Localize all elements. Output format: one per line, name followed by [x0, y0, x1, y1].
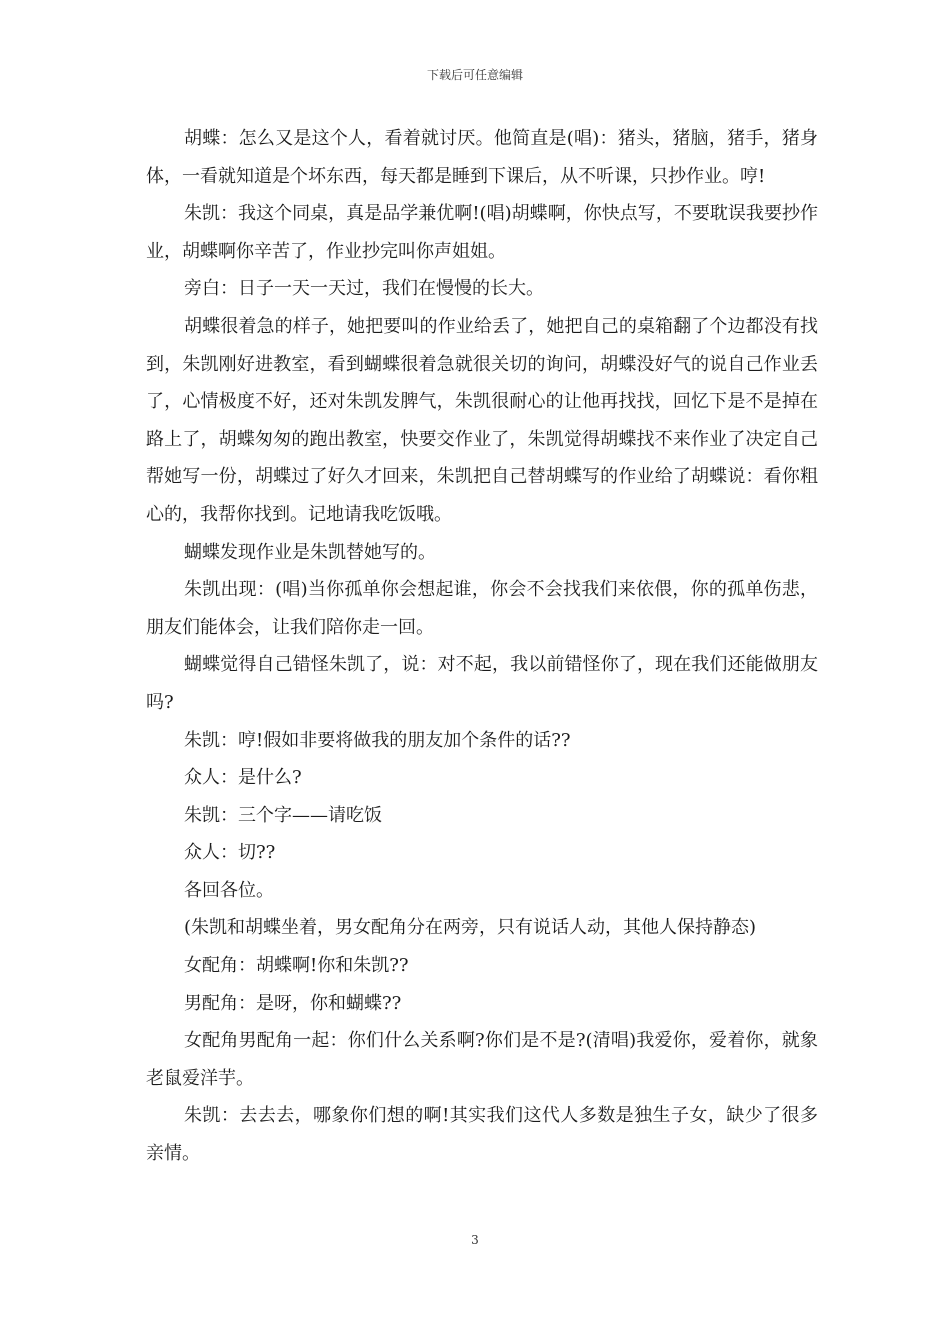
paragraph: 朱凯：哼!假如非要将做我的朋友加个条件的话?? [184, 729, 571, 751]
document-body [146, 120, 818, 1173]
paragraph: 女配角男配角一起：你们什么关系啊?你们是不是?(清唱)我爱你，爱着你，就象老鼠爱洋芋。 [146, 1030, 818, 1089]
paragraph: 旁白：日子一天一天过，我们在慢慢的长大。 [184, 278, 544, 300]
paragraph: 各回各位。 [184, 879, 274, 901]
paragraph: 蝴蝶觉得自己错怪朱凯了，说：对不起，我以前错怪你了，现在我们还能做朋友吗? [146, 654, 818, 713]
paragraph: 朱凯出现：(唱)当你孤单你会想起谁，你会不会找我们来依偎，你的孤单伤悲，朋友们能体会，让我们陪你走一回。 [146, 579, 818, 638]
paragraph: 众人：切?? [184, 842, 276, 864]
paragraph: 胡蝶：怎么又是这个人，看着就讨厌。他简直是(唱)：猪头，猪脑，猪手，猪身体，一看就知道是个坏东西，每天都是睡到下课后，从不听课，只抄作业。哼! [146, 128, 818, 187]
paragraph: 众人：是什么? [184, 767, 302, 789]
paragraph: 女配角：胡蝶啊!你和朱凯?? [184, 955, 409, 977]
paragraph: 男配角：是呀，你和蝴蝶?? [184, 992, 402, 1014]
paragraph: 胡蝶很着急的样子，她把要叫的作业给丢了，她把自己的桌箱翻了个边都没有找到，朱凯刚好进教室，看到蝴蝶很着急就很关切的询问，胡蝶没好气的说自己作业丢了，心情极度不好，还对朱凯发脾气，朱凯很耐心的让他再找找，回忆下是不是掉在路上了，胡蝶匆匆的跑出教室，快要交作业了，朱凯觉得胡蝶找不来作业了决定自己帮她写一份，胡蝶过了好久才回来，朱凯把自己替胡蝶写的作业给了胡蝶说：看你粗心的，我帮你找到。记地请我吃饭哦。 [146, 315, 818, 525]
paragraph: 朱凯：去去去，哪象你们想的啊!其实我们这代人多数是独生子女，缺少了很多亲情。 [146, 1105, 818, 1165]
paragraph: 朱凯：我这个同桌，真是品学兼优啊!(唱)胡蝶啊，你快点写，不要耽误我要抄作业，胡蝶啊你辛苦了，作业抄完叫你声姐姐。 [146, 203, 818, 262]
paragraph: (朱凯和胡蝶坐着，男女配角分在两旁，只有说话人动，其他人保持静态) [184, 917, 757, 939]
page-header: 下载后可任意编辑 [426, 68, 523, 82]
paragraph: 朱凯：三个字——请吃饭 [184, 804, 382, 826]
page-number: 3 [471, 1233, 479, 1247]
paragraph: 蝴蝶发现作业是朱凯替她写的。 [184, 541, 436, 563]
